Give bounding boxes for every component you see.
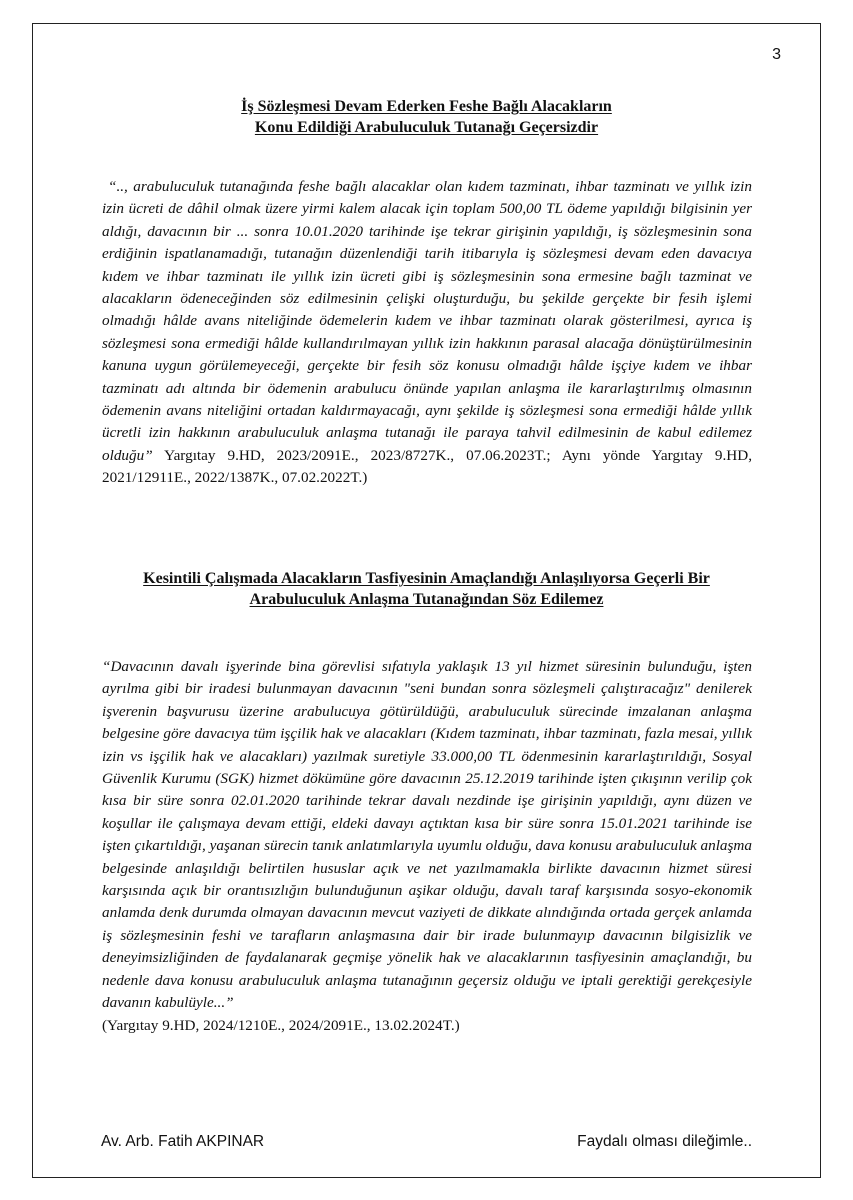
section-2-citation: (Yargıtay 9.HD, 2024/1210E., 2024/2091E., 13.02.2024T.) xyxy=(102,1016,460,1034)
section-1-quote: “.., arabuluculuk tutanağında feshe bağlı alacaklar olan kıdem tazminatı, ihbar tazminatı ve yıllık izin izin ücreti de dâhil olmak üzere yirmi kalem alacak için toplam 500,00 TL ödeme yapıldığı bilgisinin yer aldığı, davacının bir ... sonra 10.01.2020 tarihinde işe tekrar girişinin yapıldığı, iş sözleşmesinin sona erdiğinin ispatlanamadığı, tutanağın düzenlendiği tarih itibarıyla iş sözleşmesi devam eden davacıya kıdem ve ihbar tazminatı ile yıllık izin ücreti gibi iş sözleşmesinin sona ermesine bağlı tazminat ve alacakların ödeneceğinden söz edilmesinin çelişki oluşturduğu, bu şekilde gerçekte bir fesih işlemi olmadığı hâlde avans niteliğinde ödemelerin kıdem ve ihbar tazminatı olarak gösterilmesi, ayrıca iş sözleşmesi sona ermediği hâlde kullandırılmayan yıllık izin hakkının parasal alacağa dönüştürülmesinin kanuna uygun görülemeyeceği, gerçekte bir fesih söz konusu olmadığı hâlde işçiye kıdem ve ihbar tazminatı adı altında bir ödemenin arabulucu önünde yapılan anlaşma ile kararlaştırılmış olmasının ödemenin avans niteliğini ortadan kaldırmayacağı, aynı şekilde iş sözleşmesi sona ermediği hâlde yıllık ücretli izin hakkının arabuluculuk anlaşma tutanağı ile paraya tahvil edilmesinin de kabul edilemez olduğu” xyxy=(102,178,752,464)
section-1-body xyxy=(102,176,752,490)
section-2-title-line-1: Kesintili Çalışmada Alacakların Tasfiyesinin Amaçlandığı Anlaşılıyorsa Geçerli Bir xyxy=(143,570,710,587)
section-2-title xyxy=(90,568,763,610)
section-2-quote: “Davacının davalı işyerinde bina görevlisi sıfatıyla yaklaşık 13 yıl hizmet süresinin bulunduğu, işten ayrılma gibi bir iradesi bulunmayan davacının "seni bundan sonra sözleşmeli çalıştıracağız" denilerek işverenin başvurusu üzerine arabulucuya götürüldüğü, arabuluculuk sürecinde imzalanan anlaşma belgesine göre davacıya tüm işçilik hak ve alacakları (Kıdem tazminatı, ihbar tazminatı, fazla mesai, yıllık izin vs işçilik hak ve alacakları) yazılmak suretiyle 33.000,00 TL ödenmesinin kararlaştırıldığı, Sosyal Güvenlik Kurumu (SGK) hizmet dökümüne göre davacının 25.12.2019 tarihinde işten çıkışının verilip çok kısa bir süre sonra 02.01.2020 tarihinde tekrar davalı nezdinde işe girişinin yapıldığı, aynı düzen ve koşullar ile çalışmaya devam ettiği, eldeki davayı açtıktan kısa bir süre sonra 15.01.2021 tarihinde ise işten çıkartıldığı, yaşanan sürecin tanık anlatımlarıyla uyumlu olduğu, dava konusu arabuluculuk anlaşma belgesinde anlaşıldığı belirtilen hususlar açık ve net yazılmamakla birlikte davacının hizmet süresi karşısında açık bir orantısızlığın bulunduğunun aşikar olduğu, davalı taraf karşısında sosyo-ekonomik anlamda denk durumda olmayan davacının mevcut vaziyeti de dikkate alındığında ortada gerçek anlamda iş sözleşmesinin feshi ve tarafların anlaşmasına dair bir irade bulunmayıp davacının bilgisizlik ve deneyimsizliğinden de faydalanarak geçmişe yönelik hak ve alacaklarının tasfiyesinin amaçlandığı, bu nedenle dava konusu arabuluculuk anlaşma tutanağının geçersiz olduğu ve iptali gerektiği gerekçesiyle davanın kabulüyle...” xyxy=(102,658,752,1012)
section-1-title-line-1: İş Sözleşmesi Devam Ederken Feshe Bağlı Alacakların xyxy=(241,98,612,115)
page-number: 3 xyxy=(772,46,781,63)
footer-closing: Faydalı olması dileğimle.. xyxy=(577,1133,752,1150)
section-1-citation: Yargıtay 9.HD, 2023/2091E., 2023/8727K., 07.06.2023T.; Aynı yönde Yargıtay 9.HD, 2021/12911E., 2022/1387K., 07.02.2022T.) xyxy=(102,446,752,487)
section-2-title-line-2: Arabuluculuk Anlaşma Tutanağından Söz Edilemez xyxy=(249,591,604,608)
section-1-title-line-2: Konu Edildiği Arabuluculuk Tutanağı Geçersizdir xyxy=(254,119,599,136)
section-2-body xyxy=(102,656,752,1037)
section-1-title xyxy=(90,96,763,138)
footer-author: Av. Arb. Fatih AKPINAR xyxy=(101,1133,265,1150)
